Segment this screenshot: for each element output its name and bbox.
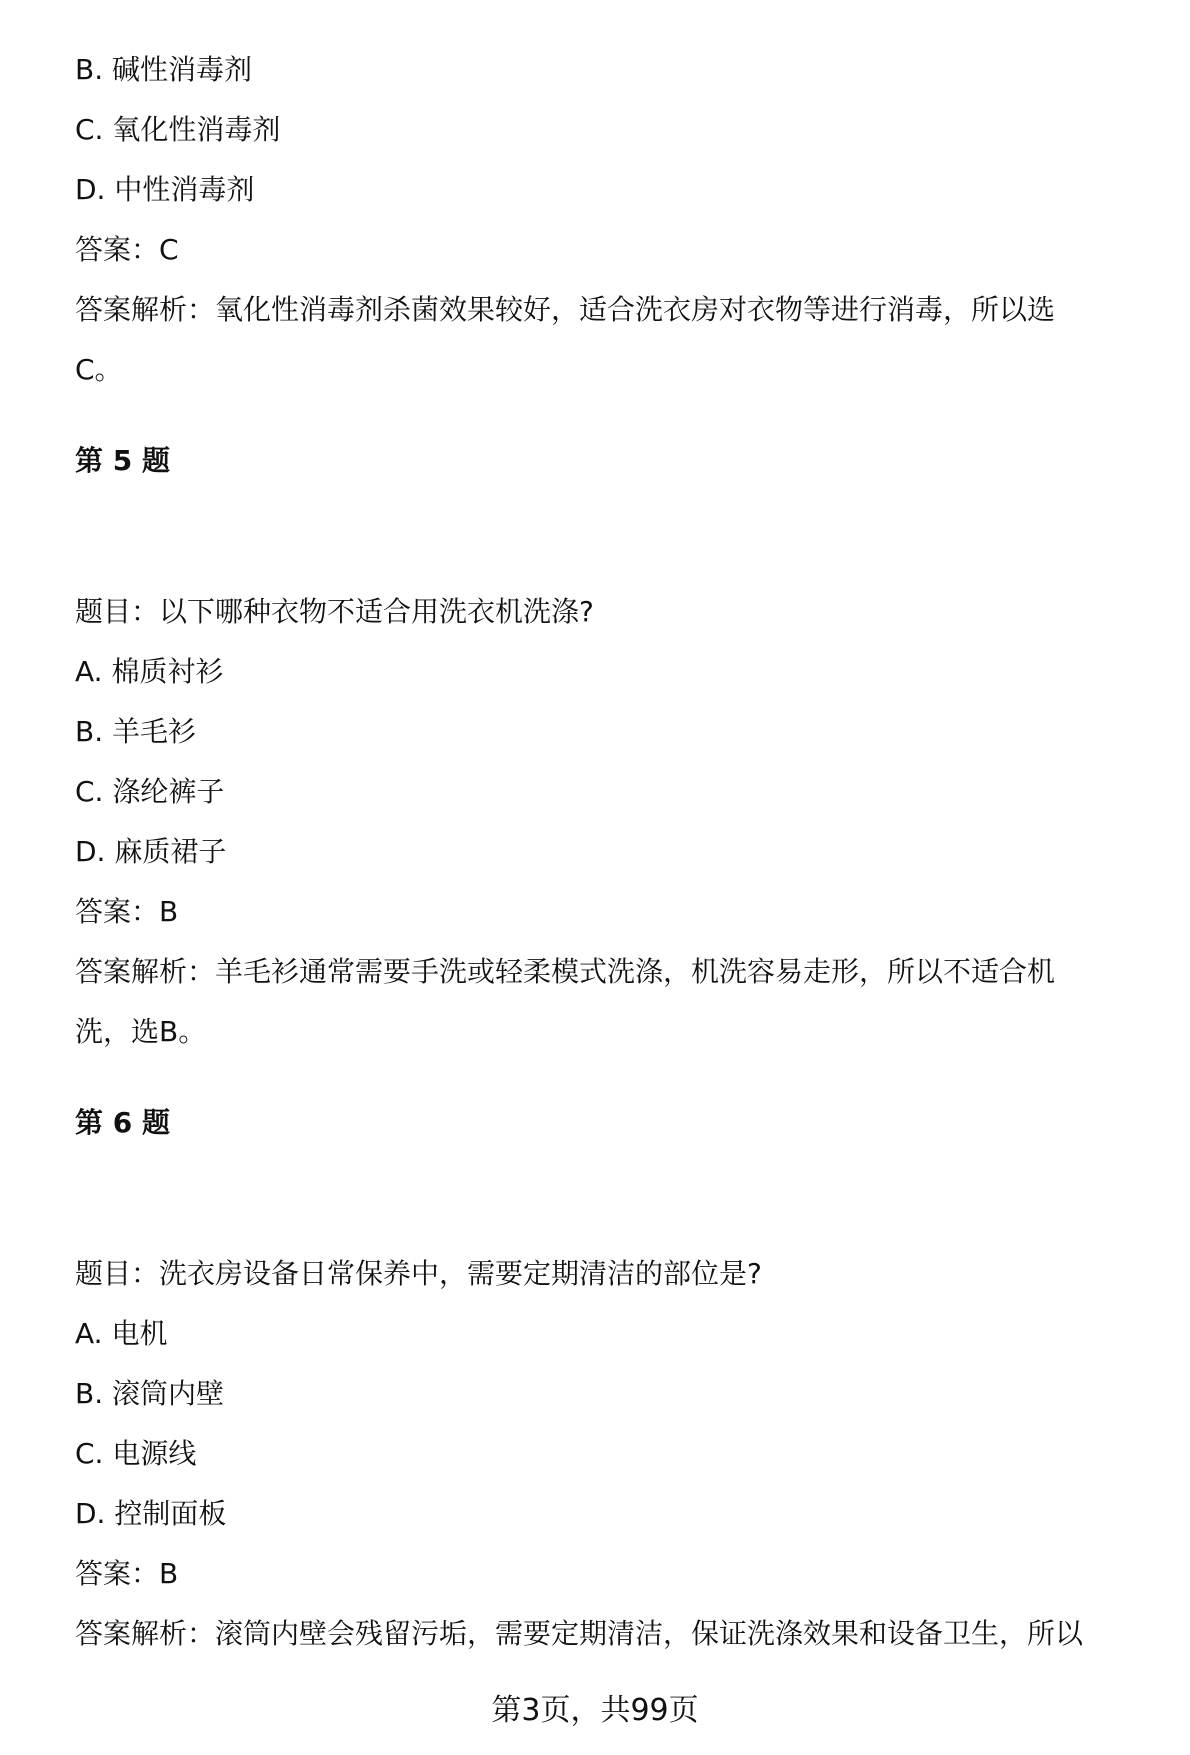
q4-explanation-line2: C。 xyxy=(75,353,123,386)
q5-explanation-line2: 洗，选B。 xyxy=(75,1015,207,1048)
q6-heading: 第 6 题 xyxy=(75,1106,170,1139)
q5-question: 题目：以下哪种衣物不适合用洗衣机洗涤? xyxy=(75,595,594,628)
q6-option-b: B. 滚筒内壁 xyxy=(75,1377,225,1410)
q5-option-b: B. 羊毛衫 xyxy=(75,715,197,748)
q4-explanation-line1: 答案解析：氧化性消毒剂杀菌效果较好，适合洗衣房对衣物等进行消毒，所以选 xyxy=(75,293,1056,326)
q5-option-d: D. 麻质裙子 xyxy=(75,835,227,868)
q5-heading: 第 5 题 xyxy=(75,444,170,477)
q4-option-d: D. 中性消毒剂 xyxy=(75,173,255,206)
q6-answer: 答案：B xyxy=(75,1557,179,1590)
q5-answer: 答案：B xyxy=(75,895,179,928)
q6-option-a: A. 电机 xyxy=(75,1317,168,1350)
q5-option-c: C. 涤纶裤子 xyxy=(75,775,225,808)
q5-option-a: A. 棉质衬衫 xyxy=(75,655,224,688)
q6-explanation-line1: 答案解析：滚筒内壁会残留污垢，需要定期清洁，保证洗涤效果和设备卫生，所以 xyxy=(75,1617,1084,1650)
page-number-footer: 第3页，共99页 xyxy=(491,1693,699,1728)
q6-option-d: D. 控制面板 xyxy=(75,1497,227,1530)
q6-option-c: C. 电源线 xyxy=(75,1437,197,1470)
q6-question: 题目：洗衣房设备日常保养中，需要定期清洁的部位是? xyxy=(75,1257,762,1290)
q4-option-b: B. 碱性消毒剂 xyxy=(75,53,253,86)
q4-option-c: C. 氧化性消毒剂 xyxy=(75,113,281,146)
q5-explanation-line1: 答案解析：羊毛衫通常需要手洗或轻柔模式洗涤，机洗容易走形，所以不适合机 xyxy=(75,955,1056,988)
q4-answer: 答案：C xyxy=(75,233,179,266)
